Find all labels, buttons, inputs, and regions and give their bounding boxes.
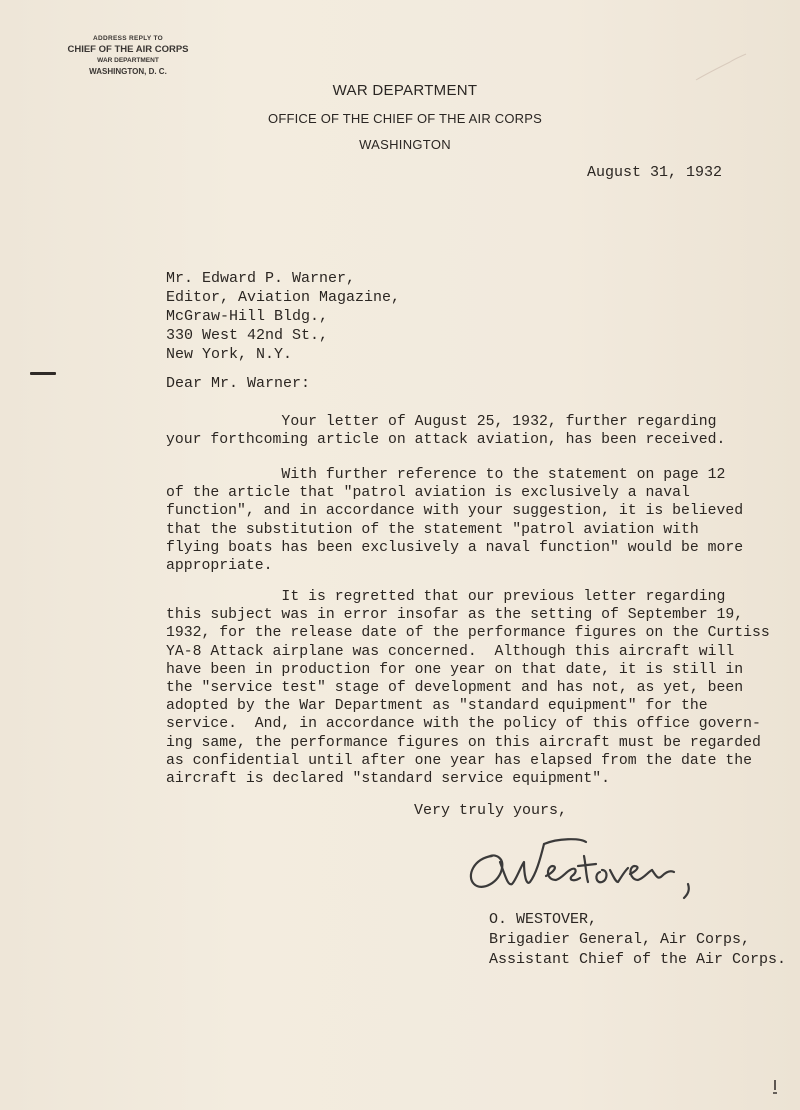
text-line: ing same, the performance figures on this aircraft must be regarded bbox=[166, 734, 761, 751]
text-line: It is regretted that our previous letter regarding bbox=[166, 589, 726, 605]
recipient-line: Mr. Edward P. Warner, bbox=[166, 270, 356, 287]
closing: Very truly yours, bbox=[414, 802, 568, 819]
salutation: Dear Mr. Warner: bbox=[166, 375, 311, 392]
signer-name: O. WESTOVER, bbox=[489, 911, 598, 928]
text-line: have been in production for one year on that date, it is still in bbox=[166, 661, 744, 678]
signer-title: Assistant Chief of the Air Corps. bbox=[489, 951, 787, 968]
text-line: With further reference to the statement on page 12 bbox=[166, 467, 726, 483]
text-line: the "service test" stage of development and has not, as yet, been bbox=[166, 680, 744, 697]
body-paragraph-3 bbox=[166, 588, 770, 788]
text-line: of the article that "patrol aviation is exclusively a naval bbox=[166, 485, 690, 502]
return-address-line: WAR DEPARTMENT bbox=[97, 57, 159, 64]
return-address-block bbox=[40, 34, 216, 77]
page-corner-mark bbox=[772, 1078, 778, 1096]
letterhead-department: WAR DEPARTMENT bbox=[332, 82, 478, 99]
signer-title: Brigadier General, Air Corps, bbox=[489, 931, 751, 948]
return-address-line: ADDRESS REPLY TO bbox=[92, 35, 164, 42]
recipient-line: New York, N.Y. bbox=[166, 346, 293, 363]
recipient-line: Editor, Aviation Magazine, bbox=[166, 289, 401, 306]
recipient-line: McGraw-Hill Bldg., bbox=[166, 308, 329, 325]
margin-mark bbox=[30, 372, 56, 375]
text-line: adopted by the War Department as "standard equipment" for the bbox=[166, 698, 708, 715]
text-line: Your letter of August 25, 1932, further regarding bbox=[166, 414, 717, 430]
text-line: flying boats has been exclusively a naval function" would be more bbox=[166, 539, 744, 556]
signer-block bbox=[489, 910, 786, 970]
text-line: service. And, in accordance with the policy of this office govern- bbox=[166, 716, 761, 733]
letter-date: August 31, 1932 bbox=[587, 164, 723, 181]
text-line: this subject was in error insofar as the setting of September 19, bbox=[166, 607, 744, 624]
recipient-line: 330 West 42nd St., bbox=[166, 327, 329, 344]
text-line: as confidential until after one year has elapsed from the date the bbox=[166, 752, 753, 769]
letterhead-city: WASHINGTON bbox=[359, 137, 451, 152]
faint-pencil-mark bbox=[690, 48, 750, 88]
text-line: that the substitution of the statement "patrol aviation with bbox=[166, 521, 699, 538]
text-line: your forthcoming article on attack aviation, has been received. bbox=[166, 432, 726, 449]
body-paragraph-2 bbox=[166, 466, 743, 575]
body-paragraph-1 bbox=[166, 413, 725, 449]
handwritten-signature bbox=[462, 832, 722, 902]
text-line: function", and in accordance with your suggestion, it is believed bbox=[166, 503, 744, 520]
text-line: appropriate. bbox=[166, 558, 273, 575]
letterhead-office: OFFICE OF THE CHIEF OF THE AIR CORPS bbox=[268, 111, 542, 126]
text-line: 1932, for the release date of the performance figures on the Curtiss bbox=[166, 625, 770, 642]
return-address-line: CHIEF OF THE AIR CORPS bbox=[67, 44, 189, 55]
recipient-address bbox=[166, 269, 400, 364]
text-line: aircraft is declared "standard service equipment". bbox=[166, 771, 610, 788]
text-line: YA-8 Attack airplane was concerned. Although this aircraft will bbox=[166, 643, 735, 660]
return-address-line: WASHINGTON, D. C. bbox=[89, 67, 167, 76]
